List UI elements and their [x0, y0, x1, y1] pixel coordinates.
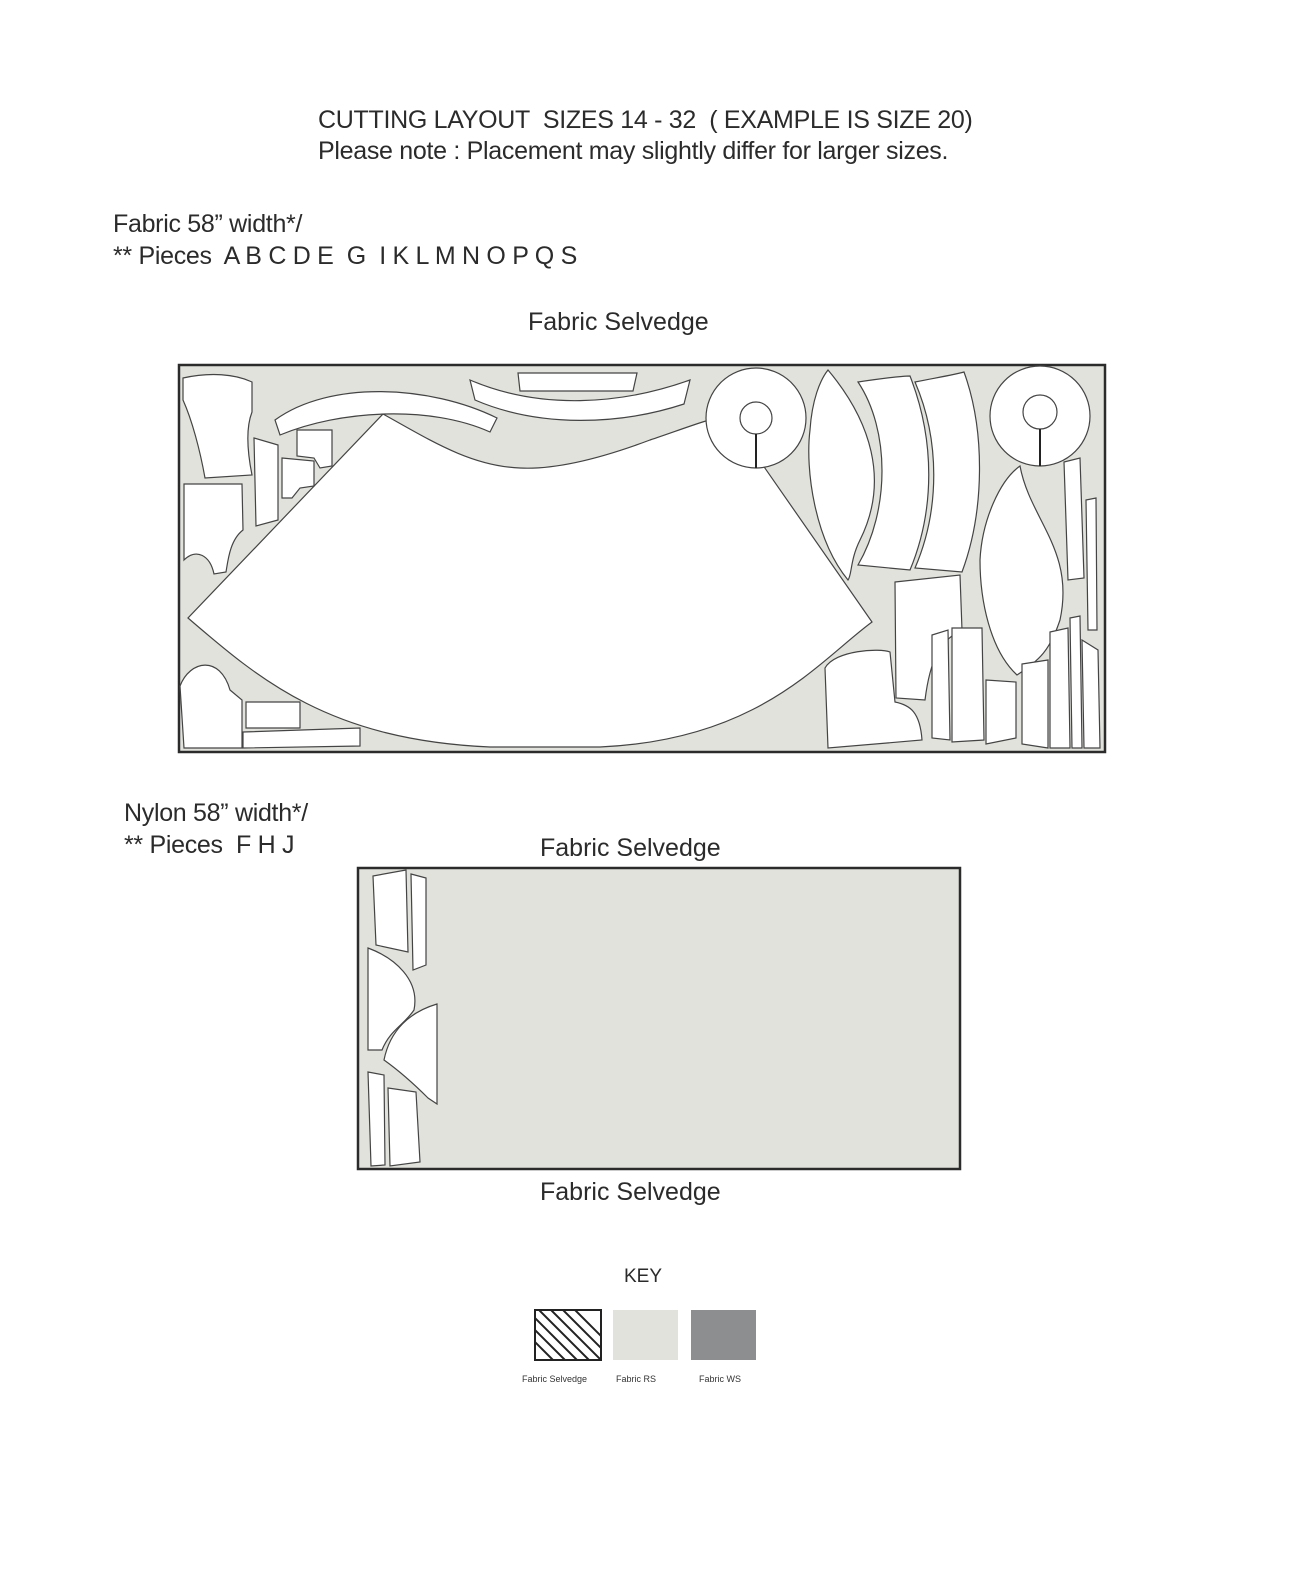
fabric-width-label: Fabric 58” width*/ [113, 210, 303, 238]
key-label-selvedge: Fabric Selvedge [522, 1374, 588, 1384]
nylon-width-label: Nylon 58” width*/ [124, 799, 308, 827]
strip-piece [1064, 458, 1084, 580]
strip-piece [932, 630, 950, 740]
strip-piece [518, 373, 637, 391]
strip-piece [1050, 628, 1070, 748]
small-piece [254, 438, 278, 526]
page-title: CUTTING LAYOUT SIZES 14 - 32 ( EXAMPLE IS SIZE 20) [318, 106, 973, 134]
strip-piece [1070, 616, 1082, 748]
strip-piece [243, 728, 360, 748]
nylon-pieces-label: ** Pieces F H J [124, 831, 295, 859]
strip-piece [1082, 640, 1100, 748]
swatch-fabric-rs [613, 1310, 678, 1360]
nylon-piece [411, 874, 426, 970]
nylon-piece [373, 870, 408, 952]
key-title: KEY [624, 1266, 663, 1287]
nylon-selvedge-top-label: Fabric Selvedge [540, 834, 721, 862]
nylon-piece [368, 1072, 385, 1166]
nylon-panel [358, 868, 960, 1169]
circle-hole [740, 402, 772, 434]
page-subtitle: Please note : Placement may slightly differ for larger sizes. [318, 137, 949, 165]
nylon-selvedge-bottom-label: Fabric Selvedge [540, 1178, 721, 1206]
fabric-pieces-label: ** Pieces A B C D E G I K L M N O P Q S [113, 242, 577, 270]
strip-piece [952, 628, 984, 742]
key-label-fabric-ws: Fabric WS [699, 1374, 742, 1384]
swatch-selvedge [534, 1309, 602, 1361]
nylon-piece [388, 1088, 420, 1166]
fabric-selvedge-label: Fabric Selvedge [528, 308, 709, 336]
key-label-fabric-rs: Fabric RS [616, 1374, 657, 1384]
strip-piece [1022, 660, 1048, 748]
strip-piece [986, 680, 1016, 744]
strip-piece [1086, 498, 1097, 630]
swatch-fabric-ws [691, 1310, 756, 1360]
strip-piece [246, 702, 300, 728]
circle-hole [1023, 395, 1057, 429]
